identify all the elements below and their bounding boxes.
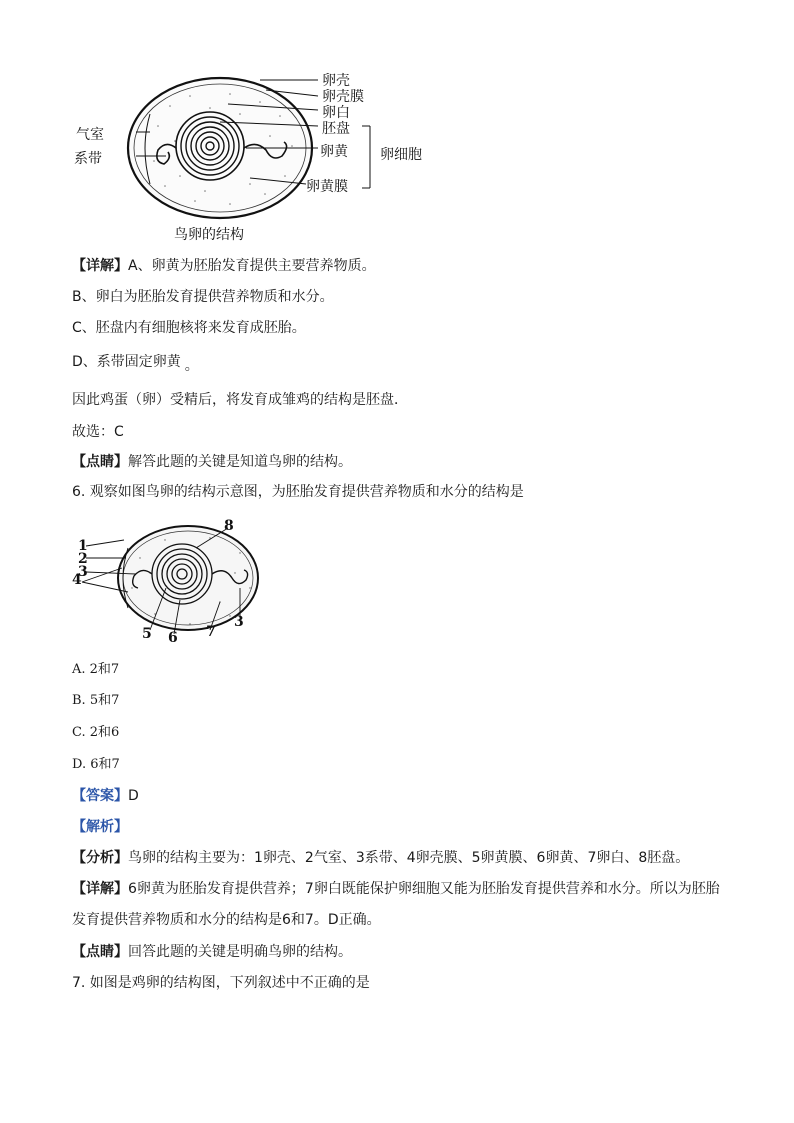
q6-detail: [72, 874, 722, 936]
q5-detail-d: [72, 352, 199, 372]
q6-option-b[interactable]: B. 5和7: [72, 693, 120, 708]
q5-conclusion: 因此鸡蛋（卵）受精后，将发育成雏鸡的结构是胚盘．: [72, 392, 408, 408]
q5-answer: 故选：C: [72, 424, 124, 440]
detail-d-mark: 。: [184, 358, 199, 374]
q6-comment: [72, 942, 352, 962]
q6-comment-text: 回答此题的关键是明确鸟卵的结构。: [128, 944, 352, 960]
q6-option-d[interactable]: D. 6和7: [72, 757, 120, 772]
fig2-number-3b: 3: [234, 614, 244, 630]
q5-detail-a: [72, 256, 376, 276]
answer-value: D: [128, 788, 139, 804]
q6-egg-figure: [70, 518, 270, 648]
label-air-cell: 气室: [76, 127, 104, 143]
fig2-number-2: 2: [78, 551, 88, 567]
label-albumen: 卵白: [322, 105, 350, 121]
label-chalaza: 系带: [74, 151, 102, 167]
q5-comment: [72, 452, 352, 472]
fig2-number-8: 8: [224, 518, 234, 534]
detail-tag: 【详解】: [72, 258, 128, 274]
q6-comment-tag: 【点睛】: [72, 944, 128, 960]
q5-detail-b: B、卵白为胚胎发育提供营养物质和水分。: [72, 289, 334, 305]
q6-answer: [72, 786, 139, 806]
label-shell: 卵壳: [322, 73, 350, 89]
detail-d-text: D、系带固定卵黄: [72, 354, 181, 370]
q6-option-a[interactable]: A. 2和7: [72, 662, 120, 677]
comment-tag: 【点睛】: [72, 454, 128, 470]
q6-analysis-heading: [72, 817, 128, 837]
fig2-number-5: 5: [142, 626, 152, 642]
detail-a-text: A、卵黄为胚胎发育提供主要营养物质。: [128, 258, 376, 274]
fig2-number-1: 1: [78, 538, 88, 554]
q6-stem: 6. 观察如图鸟卵的结构示意图，为胚胎发育提供营养物质和水分的结构是: [72, 484, 524, 500]
analysis-text: 鸟卵的结构主要为：1卵壳、2气室、3系带、4卵壳膜、5卵黄膜、6卵黄、7卵白、8胚盘。: [128, 850, 690, 866]
q6-detail-text: 6卵黄为胚胎发育提供营养；7卵白既能保护卵细胞又能为胚胎发育提供营养和水分。所以为胚胎发育提供营养物质和水分的结构是6和7。D正确。: [72, 881, 720, 928]
analysis-label: 【分析】: [72, 850, 128, 866]
q7-stem: 7. 如图是鸡卵的结构图，下列叙述中不正确的是: [72, 975, 370, 991]
q6-option-c[interactable]: C. 2和6: [72, 725, 120, 740]
label-shell-membrane: 卵壳膜: [322, 89, 364, 105]
fig2-number-7: 7: [206, 624, 216, 640]
fig2-number-4: 4: [72, 572, 82, 588]
analysis-tag: 【解析】: [72, 819, 128, 835]
q6-analysis: [72, 848, 689, 868]
label-yolk: 卵黄: [320, 144, 348, 160]
label-egg-cell: 卵细胞: [380, 147, 422, 163]
fig2-number-3: 3: [78, 564, 88, 580]
q5-detail-c: C、胚盘内有细胞核将来发育成胚胎。: [72, 320, 306, 336]
q6-detail-tag: 【详解】: [72, 881, 128, 897]
answer-tag: 【答案】: [72, 788, 128, 804]
figure-caption: 鸟卵的结构: [174, 227, 244, 243]
fig2-number-6: 6: [168, 630, 178, 646]
label-yolk-membrane: 卵黄膜: [306, 179, 348, 195]
comment-text: 解答此题的关键是知道鸟卵的结构。: [128, 454, 352, 470]
label-blastodisc: 胚盘: [322, 121, 350, 137]
egg-structure-figure: [70, 66, 450, 242]
